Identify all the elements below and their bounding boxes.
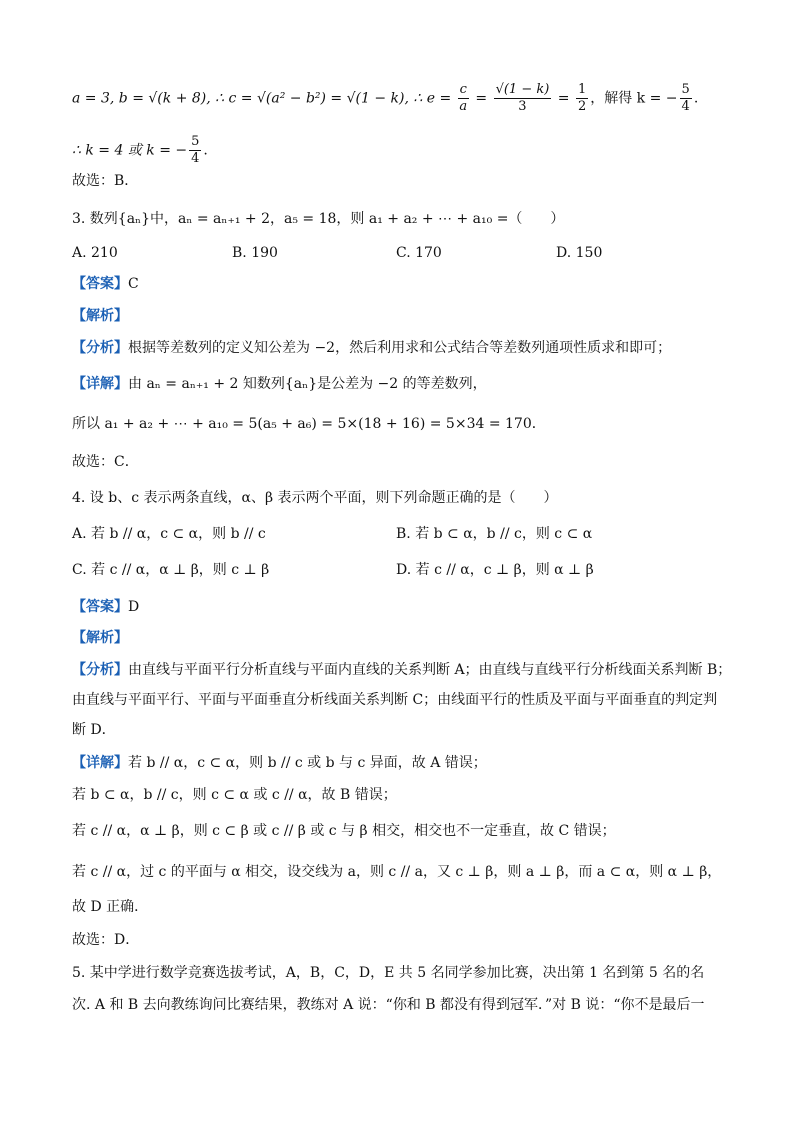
q4-option-a: A. 若 b // α，c ⊂ α，则 b // c [72, 526, 266, 542]
question-5-stem-2: 次. A 和 B 去向教练询问比赛结果，教练对 A 说：“你和 B 都没有得到冠军．”对 B 说：“你不是最后一 [72, 997, 705, 1013]
q4-choose: 故选：D． [72, 932, 140, 948]
q4-option-c: C. 若 c // α，α ⊥ β，则 c ⊥ β [72, 562, 270, 578]
q3-option-d: D. 150 [556, 245, 603, 261]
q3-sum: 所以 a₁ + a₂ + ⋯ + a₁₀ = 5(a₅ + a₆) = 5×(18 + 16) = 5×34 = 170． [72, 416, 546, 432]
fraction: $\frac{c}{a}$ [459, 82, 468, 114]
q4-xiangjie-5: 故 D 正确． [72, 899, 149, 915]
q3-xiangjie: 【详解】由 aₙ = aₙ₊₁ + 2 知数列{aₙ}是公差为 −2 的等差数列， [72, 376, 487, 392]
q3-jiexi: 【解析】 [72, 308, 128, 324]
fraction: $\frac{√(1 - k)}{3}$ [495, 82, 550, 114]
q3-option-b: B. 190 [232, 245, 278, 261]
q4-option-b: B. 若 b ⊂ α，b // c，则 c ⊂ α [396, 526, 593, 542]
solution-line-k: ∴ k = 4 或 k = − $\frac{5}{4}$ . [72, 134, 208, 166]
q4-xiangjie-1: 【详解】若 b // α，c ⊂ α，则 b // c 或 b 与 c 异面，故 A 错误； [72, 755, 487, 771]
fraction: $\frac{1}{2}$ [577, 82, 587, 114]
q4-xiangjie-3: 若 c // α，α ⊥ β，则 c ⊂ β 或 c // β 或 c 与 β 相交，相交也不一定垂直，故 C 错误； [72, 823, 616, 839]
question-4-stem: 4. 设 b、c 表示两条直线，α、β 表示两个平面，则下列命题正确的是（ ） [72, 490, 558, 506]
q3-fenxi: 【分析】根据等差数列的定义知公差为 −2，然后利用求和公式结合等差数列通项性质求和即可； [72, 340, 672, 356]
q3-answer: 【答案】C [72, 276, 139, 292]
q4-xiangjie-2: 若 b ⊂ α，b // c，则 c ⊂ α 或 c // α，故 B 错误； [72, 787, 397, 803]
q4-option-d: D. 若 c // α，c ⊥ β，则 α ⊥ β [396, 562, 594, 578]
q4-jiexi: 【解析】 [72, 630, 128, 646]
q3-choose: 故选：C． [72, 454, 139, 470]
solution-line-ellipse: a = 3, b = √(k + 8), ∴ c = √(a² − b²) = √(1 − k), ∴ e = $\frac{c}{a}$ = $\frac{√(1 - k)}{3}$ = $\frac{1}{2}$ ，解得 k = − $\frac{5}{4}$ . [72, 82, 699, 114]
math-text: a = 3, b = √(k + 8), ∴ c = √(a² − b²) = √(1 − k), ∴ e = [72, 90, 456, 107]
question-5-stem-1: 5. 某中学进行数学竞赛选拔考试，A，B，C，D，E 共 5 名同学参加比赛，决出第 1 名到第 5 名的名 [72, 965, 705, 981]
q3-option-c: C. 170 [396, 245, 442, 261]
q4-fenxi-2: 由直线与平面平行、平面与平面垂直分析线面关系判断 C；由线面平行的性质及平面与平面垂直的判定判 [72, 692, 718, 708]
q4-fenxi-3: 断 D． [72, 722, 116, 738]
fraction: $\frac{5}{4}$ [191, 134, 200, 166]
fraction: $\frac{5}{4}$ [681, 82, 690, 114]
question-3-stem: 3. 数列{aₙ}中，aₙ = aₙ₊₁ + 2，a₅ = 18，则 a₁ + a₂ + ⋯ + a₁₀ =（ ） [72, 211, 565, 227]
q4-xiangjie-4: 若 c // α，过 c 的平面与 α 相交，设交线为 a，则 c // a，又 c ⊥ β，则 a ⊥ β，而 a ⊂ α，则 α ⊥ β， [72, 864, 722, 880]
choose-line: 故选：B． [72, 173, 139, 189]
q4-fenxi-1: 【分析】由直线与平面平行分析直线与平面内直线的关系判断 A；由直线与直线平行分析线面关系判断 B； [72, 662, 732, 678]
q4-answer: 【答案】D [72, 599, 140, 615]
q3-option-a: A. 210 [72, 245, 118, 261]
